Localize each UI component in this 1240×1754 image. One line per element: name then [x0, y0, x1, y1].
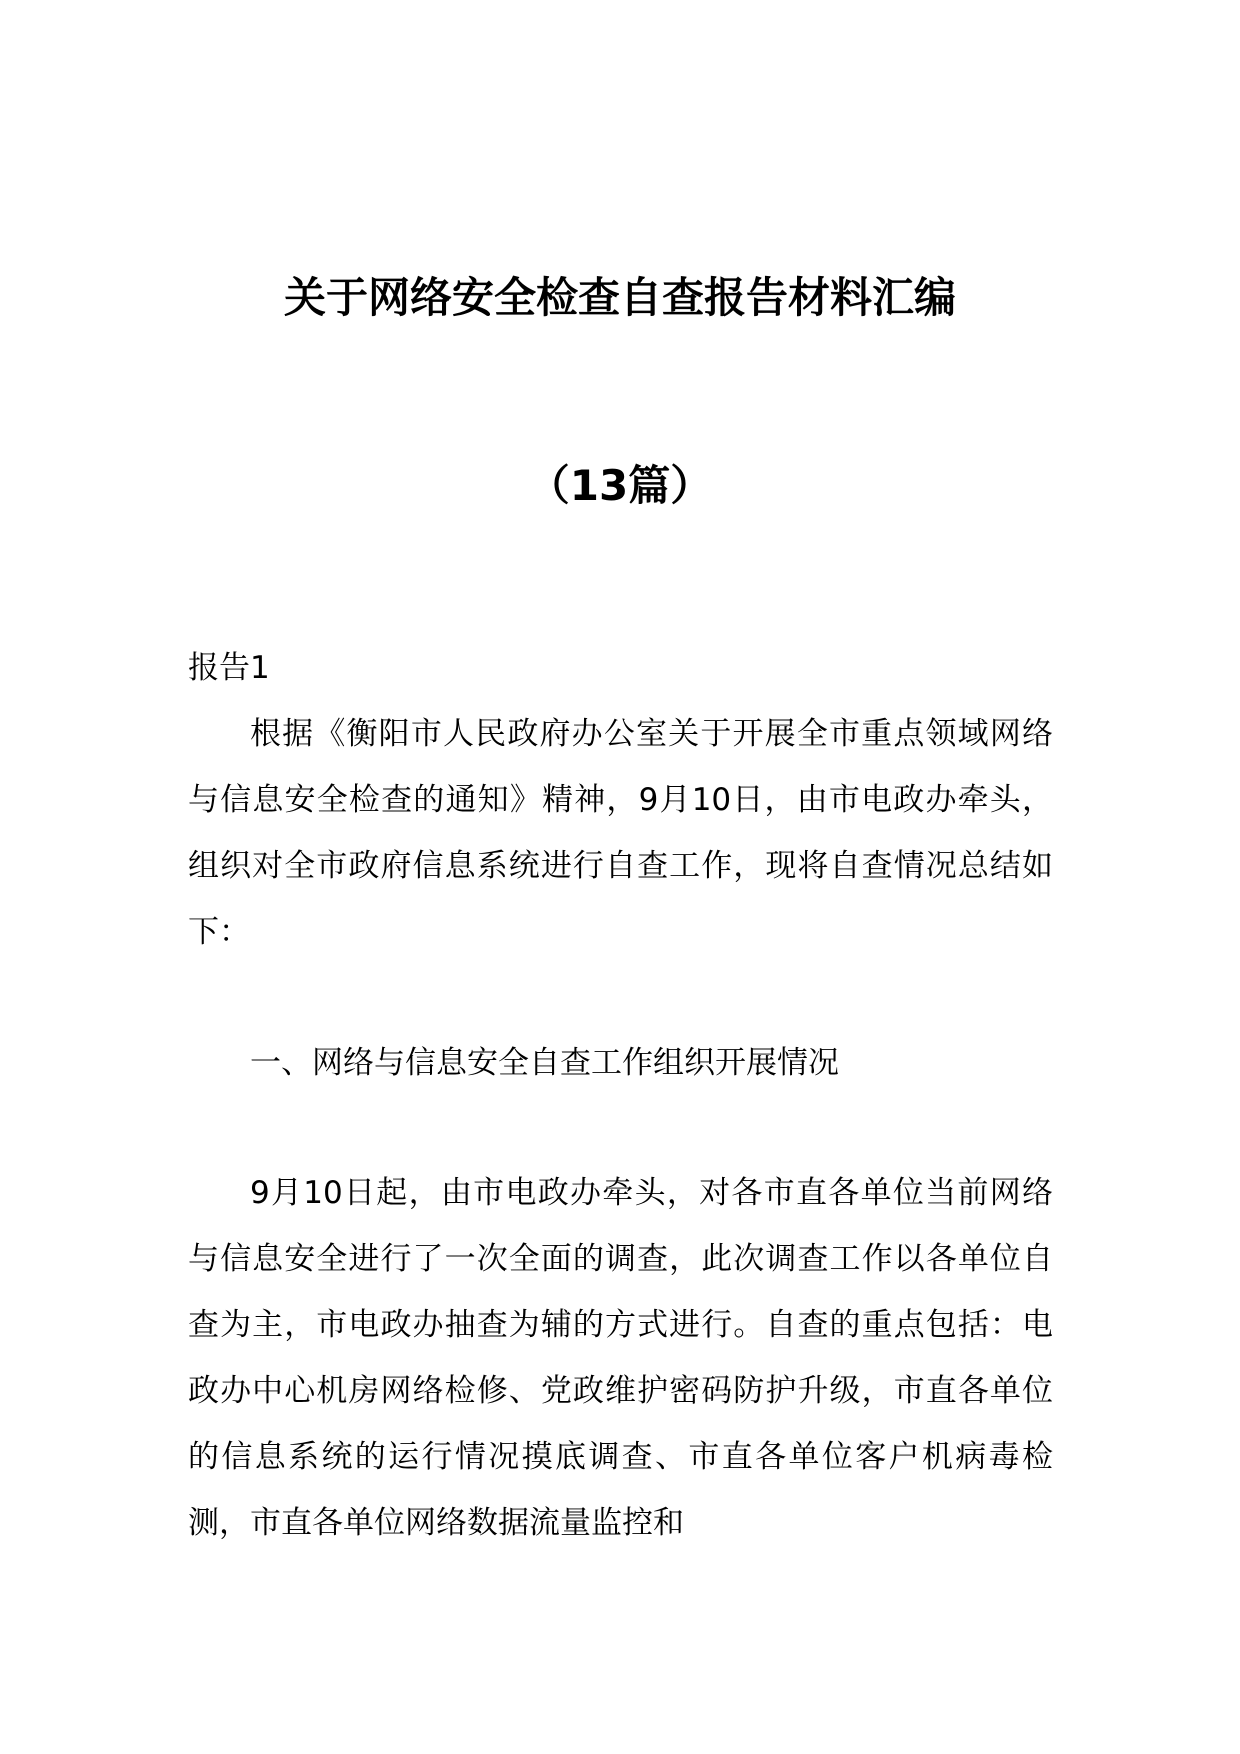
- report-label: 报告1: [188, 650, 270, 686]
- paragraph-intro: 根据《衡阳市人民政府办公室关于开展全市重点领域网络与信息安全检查的通知》精神，9月10日，由市电政办牵头，组织对全市政府信息系统进行自查工作，现将自查情况总结如下：: [188, 716, 1053, 950]
- paragraph-body: 9月10日起，由市电政办牵头，对各市直各单位当前网络与信息安全进行了一次全面的调查，此次调查工作以各单位自查为主，市电政办抽查为辅的方式进行。自查的重点包括：电政办中心机房网络检修、党政维护密码防护升级，市直各单位的信息系统的运行情况摸底调查、市直各单位客户机病毒检测，市直各单位网络数据流量监控和: [188, 1175, 1053, 1541]
- document-title: 关于网络安全检查自查报告材料汇编: [283, 273, 956, 322]
- document-subtitle: （13篇）: [527, 461, 713, 510]
- section-heading: 一、网络与信息安全自查工作组织开展情况: [250, 1045, 839, 1081]
